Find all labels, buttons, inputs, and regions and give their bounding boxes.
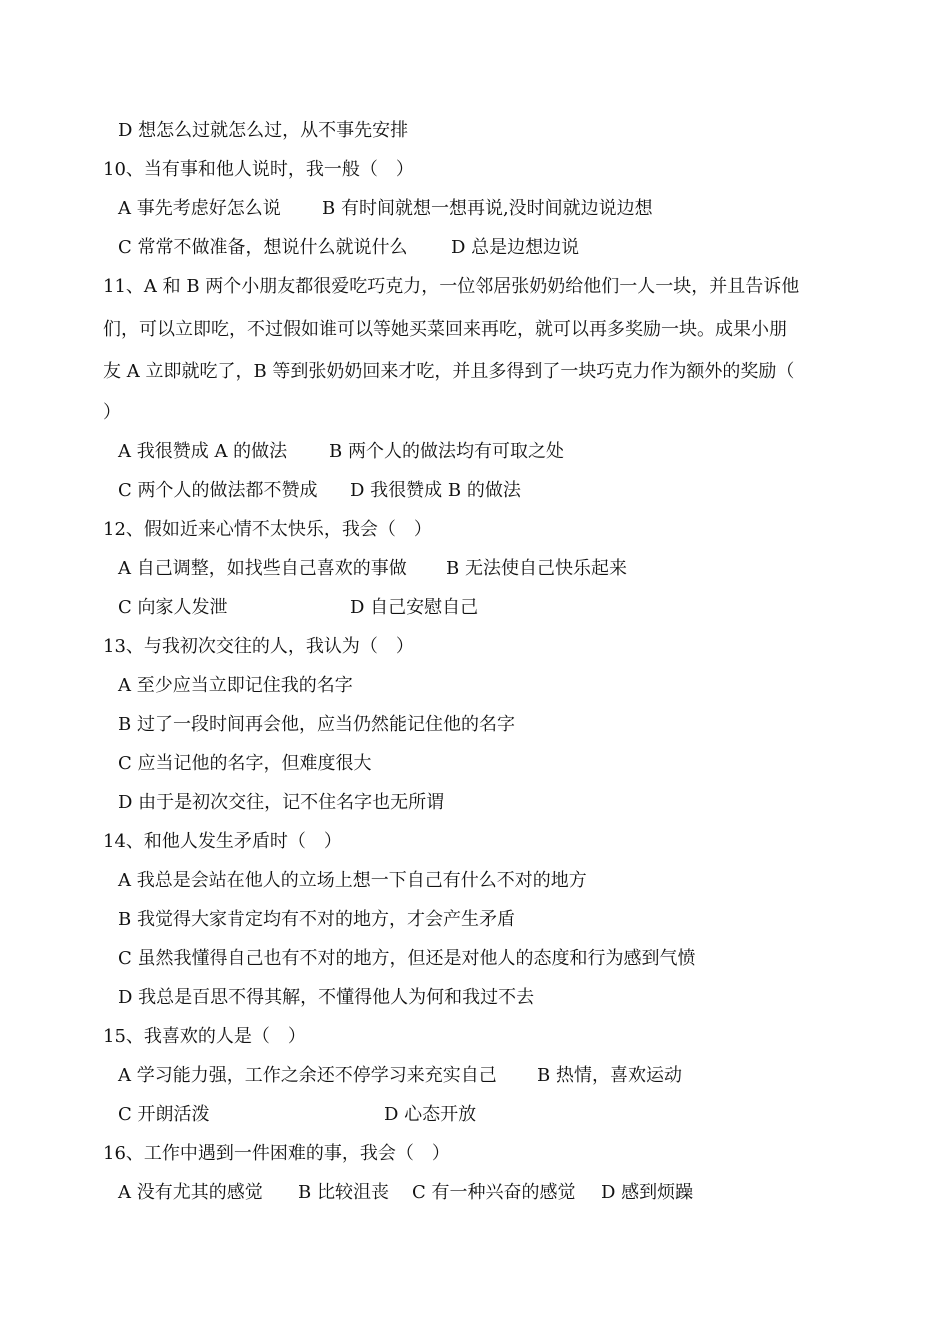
q14-option-b: B 我觉得大家肯定均有不对的地方，才会产生矛盾 — [118, 909, 515, 930]
question-11-line-1: 11、A 和 B 两个小朋友都很爱吃巧克力，一位邻居张奶奶给他们一人一块，并且告诉他 — [103, 276, 800, 297]
question-11-line-4: ） — [103, 402, 121, 423]
q13-option-b: B 过了一段时间再会他，应当仍然能记住他的名字 — [118, 714, 515, 735]
question-12: 12、假如近来心情不太快乐，我会（ ） — [103, 519, 432, 540]
q16-option-c: C 有一种兴奋的感觉 — [412, 1182, 576, 1203]
q11-option-a: A 我很赞成 A 的做法 — [118, 441, 288, 462]
q11-option-b: B 两个人的做法均有可取之处 — [329, 441, 564, 462]
question-14: 14、和他人发生矛盾时（ ） — [103, 831, 342, 852]
question-15: 15、我喜欢的人是（ ） — [103, 1026, 306, 1047]
q14-option-d: D 我总是百思不得其解，不懂得他人为何和我过不去 — [118, 987, 535, 1008]
q15-options-row-2 — [0, 1103, 950, 1127]
q11-options-row-1 — [0, 440, 950, 464]
q10-option-b: B 有时间就想一想再说,没时间就边说边想 — [322, 198, 653, 219]
q10-options-row-1 — [0, 197, 950, 221]
q15-option-c: C 开朗活泼 — [118, 1104, 210, 1125]
q11-option-c: C 两个人的做法都不赞成 — [118, 480, 318, 501]
question-10: 10、当有事和他人说时，我一般（ ） — [103, 159, 414, 180]
q14-option-a: A 我总是会站在他人的立场上想一下自己有什么不对的地方 — [118, 870, 587, 891]
q12-option-b: B 无法使自己快乐起来 — [446, 558, 627, 579]
q15-option-d: D 心态开放 — [384, 1104, 477, 1125]
q9-option-d: D 想怎么过就怎么过，从不事先安排 — [118, 120, 409, 141]
q15-options-row-1 — [0, 1064, 950, 1088]
q15-option-b: B 热情，喜欢运动 — [537, 1065, 682, 1086]
question-13: 13、与我初次交往的人，我认为（ ） — [103, 636, 414, 657]
q10-option-d: D 总是边想边说 — [451, 237, 580, 258]
q12-option-d: D 自己安慰自己 — [350, 597, 479, 618]
question-11-line-3: 友 A 立即就吃了，B 等到张奶奶回来才吃，并且多得到了一块巧克力作为额外的奖励（ — [103, 361, 795, 382]
question-11-line-2: 们，可以立即吃，不过假如谁可以等她买菜回来再吃，就可以再多奖励一块。成果小朋 — [103, 319, 787, 340]
q10-options-row-2 — [0, 236, 950, 260]
q16-option-b: B 比较沮丧 — [298, 1182, 389, 1203]
q16-option-d: D 感到烦躁 — [601, 1182, 694, 1203]
q12-option-a: A 自己调整，如找些自己喜欢的事做 — [118, 558, 407, 579]
q16-options-row — [0, 1181, 950, 1205]
q13-option-c: C 应当记他的名字，但难度很大 — [118, 753, 372, 774]
q10-option-a: A 事先考虑好怎么说 — [118, 198, 281, 219]
question-16: 16、工作中遇到一件困难的事，我会（ ） — [103, 1143, 450, 1164]
q10-option-c: C 常常不做准备，想说什么就说什么 — [118, 237, 408, 258]
q11-option-d: D 我很赞成 B 的做法 — [350, 480, 521, 501]
q13-option-d: D 由于是初次交往，记不住名字也无所谓 — [118, 792, 445, 813]
q11-options-row-2 — [0, 479, 950, 503]
q12-options-row-1 — [0, 557, 950, 581]
q12-option-c: C 向家人发泄 — [118, 597, 228, 618]
q16-option-a: A 没有尤其的感觉 — [118, 1182, 263, 1203]
q12-options-row-2 — [0, 596, 950, 620]
q14-option-c: C 虽然我懂得自己也有不对的地方，但还是对他人的态度和行为感到气愤 — [118, 948, 696, 969]
q15-option-a: A 学习能力强，工作之余还不停学习来充实自己 — [118, 1065, 497, 1086]
q13-option-a: A 至少应当立即记住我的名字 — [118, 675, 353, 696]
